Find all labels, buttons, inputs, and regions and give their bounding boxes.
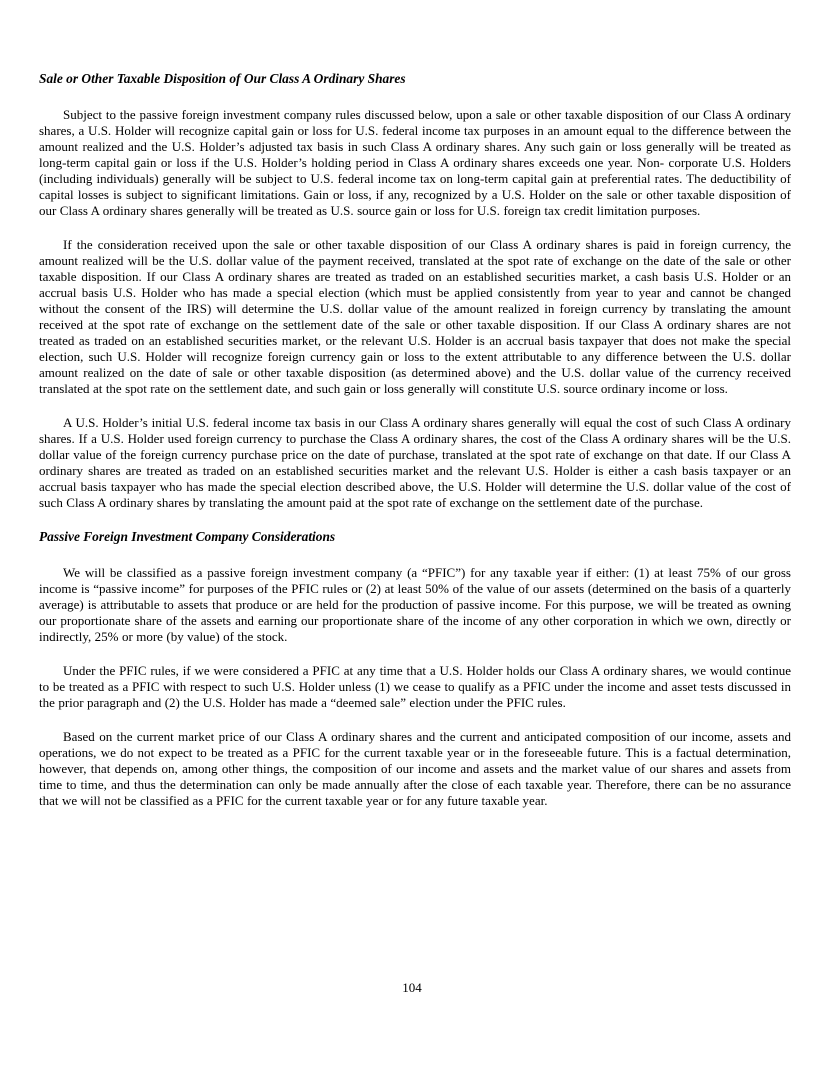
page-number: 104 [402,980,422,995]
paragraph: A U.S. Holder’s initial U.S. federal income tax basis in our Class A ordinary shares generally will equal the cost of such Class A ordinary shares. If a U.S. Holder used foreign currency to purchase the Class A ordinary shares, the cost of the Class A ordinary shares will be the U.S. dollar value of the foreign currency purchase price on the date of purchase, translated at the spot rate of exchange on that date. If our Class A ordinary shares are treated as traded on an established securities market and the relevant U.S. Holder is either a cash basis taxpayer or an accrual basis taxpayer who has made the special election described above, the U.S. Holder will determine the U.S. dollar value of the cost of such Class A ordinary shares by translating the amount paid at the spot rate of exchange on the settlement date of the purchase. [39,415,791,510]
paragraph: If the consideration received upon the sale or other taxable disposition of our Class A ordinary shares is paid in foreign currency, the amount realized will be the U.S. dollar value of the payment received, translated at the spot rate of exchange on the date of the sale or other taxable disposition. If our Class A ordinary shares are treated as traded on an established securities market, a cash basis U.S. Holder or an accrual basis U.S. Holder who has made a special election (which must be applied consistently from year to year and cannot be changed without the consent of the IRS) will determine the U.S. dollar value of the amount realized in foreign currency by translating the amount received at the spot rate of exchange on the settlement date of the sale or other taxable disposition. If our Class A ordinary shares are not treated as traded on an established securities market, or the relevant U.S. Holder is an accrual basis taxpayer that does not make the special election, such U.S. Holder will recognize foreign currency gain or loss to the extent attributable to any difference between the U.S. dollar amount realized on the date of sale or other taxable disposition (as determined above) and the U.S. dollar value of the currency received translated at the spot rate on the settlement date, and such gain or loss generally will constitute U.S. source ordinary income or loss. [39,237,791,396]
paragraph: Based on the current market price of our Class A ordinary shares and the current and anticipated composition of our income, assets and operations, we do not expect to be treated as a PFIC for the current taxable year or in the foreseeable future. This is a factual determination, however, that depends on, among other things, the composition of our income and assets and the market value of our shares and assets from time to time, and thus the determination can only be made annually after the close of each taxable year. Therefore, there can be no assurance that we will not be classified as a PFIC for the current taxable year or for any future taxable year. [39,729,791,808]
section-heading-pfic-considerations: Passive Foreign Investment Company Considerations [39,529,336,544]
paragraph: We will be classified as a passive foreign investment company (a “PFIC”) for any taxable year if either: (1) at least 75% of our gross income is “passive income” for purposes of the PFIC rules or (2) at least 50% of the value of our assets (determined on the basis of a quarterly average) is attributable to assets that produce or are held for the production of passive income. For this purpose, we will be treated as owning our proportionate share of the assets and earning our proportionate share of the income of any other corporation in which we own, directly or indirectly, 25% or more (by value) of the stock. [39,565,791,644]
document-body [39,71,791,827]
section-heading-sale-or-other-taxable-disposition: Sale or Other Taxable Disposition of Our Class A Ordinary Shares [39,71,406,86]
paragraph: Subject to the passive foreign investment company rules discussed below, upon a sale or other taxable disposition of our Class A ordinary shares, a U.S. Holder will recognize capital gain or loss for U.S. federal income tax purposes in an amount equal to the difference between the amount realized and the U.S. Holder’s adjusted tax basis in such Class A ordinary shares. Any such gain or loss generally will be treated as long-term capital gain or loss if the U.S. Holder’s holding period in Class A ordinary shares exceeds one year. Non- corporate U.S. Holders (including individuals) generally will be subject to U.S. federal income tax on long-term capital gain at preferential rates. The deductibility of capital losses is subject to significant limitations. Gain or loss, if any, recognized by a U.S. Holder on the sale or other taxable disposition of our Class A ordinary shares generally will be treated as U.S. source gain or loss for U.S. foreign tax credit limitation purposes. [39,107,791,218]
paragraph: Under the PFIC rules, if we were considered a PFIC at any time that a U.S. Holder holds our Class A ordinary shares, we would continue to be treated as a PFIC with respect to such U.S. Holder unless (1) we cease to qualify as a PFIC under the income and asset tests discussed in the prior paragraph and (2) the U.S. Holder has made a “deemed sale” election under the PFIC rules. [39,663,791,710]
